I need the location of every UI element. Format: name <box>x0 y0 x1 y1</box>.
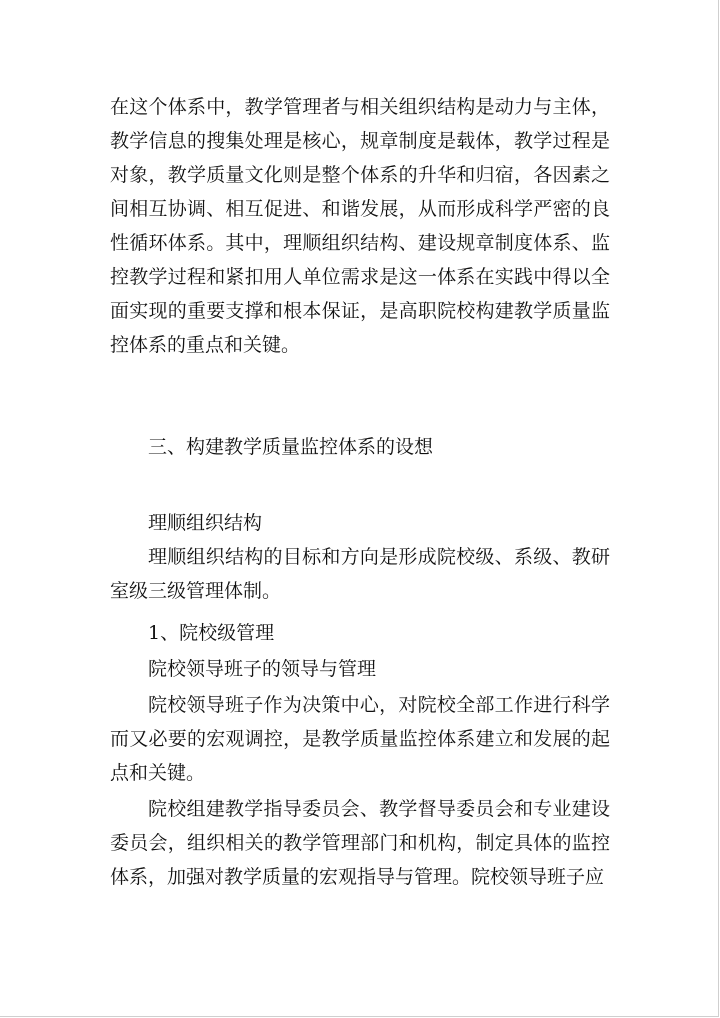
body-paragraph: 理顺组织结构的目标和方向是形成院校级、系级、教研室级三级管理体制。 <box>110 546 610 602</box>
body-paragraph: 在这个体系中，教学管理者与相关组织结构是动力与主体，教学信息的搜集处理是核心，规章制度是载体，教学过程是对象，教学质量文化则是整个体系的升华和归宿，各因素之间相互协调、相互促进、和谐发展，从而形成科学严密的良性循环体系。其中，理顺组织结构、建设规章制度体系、监控教学过程和紧扣用人单位需求是这一体系在实践中得以全面实现的重要支撑和根本保证，是高职院校构建教学质量监控体系的重点和关键。 <box>110 96 610 356</box>
body-paragraph: 院校组建教学指导委员会、教学督导委员会和专业建设委员会，组织相关的教学管理部门和机构，制定具体的监控体系，加强对教学质量的宏观指导与管理。院校领导班子应 <box>110 798 610 888</box>
body-paragraph: 院校领导班子作为决策中心，对院校全部工作进行科学而又必要的宏观调控，是教学质量监控体系建立和发展的起点和关键。 <box>110 694 610 784</box>
section-heading: 三、构建教学质量监控体系的设想 <box>148 436 434 458</box>
subheading: 院校领导班子的领导与管理 <box>148 658 377 680</box>
subheading: 1、院校级管理 <box>148 622 275 644</box>
subheading: 理顺组织结构 <box>148 512 263 534</box>
